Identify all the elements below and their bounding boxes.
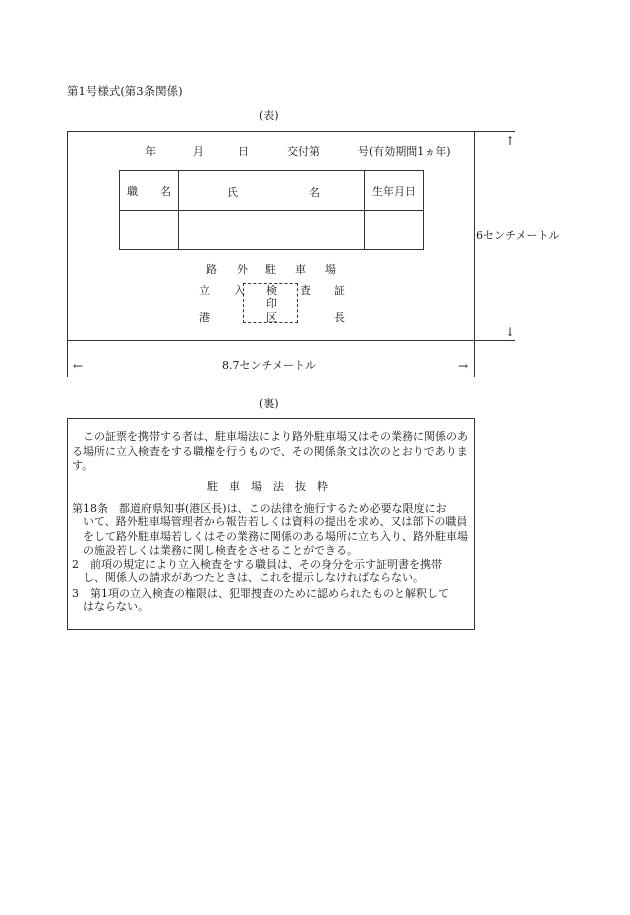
year-label: 年 [145,145,156,158]
cert-char: 査 [300,284,311,297]
width-tick-left [67,341,68,377]
height-tick-top [475,131,515,132]
ward-char: 港 [199,311,210,324]
arrow-down-icon: ↓ [505,325,516,339]
birth-header: 生年月日 [365,171,424,211]
job-header: 職 名 [120,171,179,211]
ward-char: 長 [334,311,345,324]
arrow-left-icon: ← [73,359,84,373]
name-header [179,171,365,211]
seal-char: 印 [266,297,277,310]
para3-head: 3 第1項の立入検査の権限は、犯罪捜査のために認められたものと解釈して [72,587,449,600]
cert-char: 入 [234,284,245,297]
issue-number-label: 交付第 [287,145,320,158]
back-label: (裏) [259,397,279,410]
article18-body: いて、路外駐車場管理者から報告若しくは資料の提出を求め、又は部下の職員をして路外駐車場若しくはその業務に関係のある場所に立ち入り、路外駐車場の施設若しくは業務に関し検査をさせることができる。 [83,515,468,557]
width-note: 8.7センチメートル [222,359,317,372]
day-label: 日 [238,145,249,158]
cert-char: 証 [334,284,345,297]
name-cell [179,211,365,250]
back-intro: この証票を携帯する者は、駐車場法により路外駐車場又はその業務に関係のある場所に立入検査をする職権を行うもので、その関係条文は次のとおりであります。 [72,430,468,472]
validity-label: 号(有効期間1ヵ年) [358,145,451,158]
birth-cell [365,211,424,250]
month-label: 月 [193,145,204,158]
name-header-1: 氏 [227,186,238,199]
para2-head: 2 前項の規定により立入検査をする職員は、その身分を示す証明書を携帯 [72,558,442,571]
org-char: 外 [237,263,248,276]
arrow-up-icon: ↑ [505,134,516,148]
height-note: 6センチメートル [476,229,560,242]
height-tick-bottom [475,340,515,341]
holder-table [119,170,424,250]
width-tick-right [474,341,475,377]
para3-body: はならない。 [83,600,149,613]
ward-char: 区 [266,311,277,324]
org-char: 車 [295,263,306,276]
cert-char: 立 [199,284,210,297]
para2-body: し、関係人の請求があつたときは、これを提示しなければならない。 [83,571,424,584]
org-char: 路 [206,263,217,276]
arrow-right-icon: → [458,359,469,373]
form-title: 第1号様式(第3条関係) [67,84,183,98]
front-label: (表) [259,109,279,122]
name-header-2: 名 [309,186,320,199]
excerpt-title: 駐 車 場 法 抜 粋 [207,480,328,493]
article18-head: 第18条 都道府県知事(港区長)は、この法律を施行するため必要な限度にお [72,502,447,515]
org-char: 場 [325,263,336,276]
org-char: 駐 [265,263,276,276]
job-cell [120,211,179,250]
cert-char: 検 [266,284,277,297]
